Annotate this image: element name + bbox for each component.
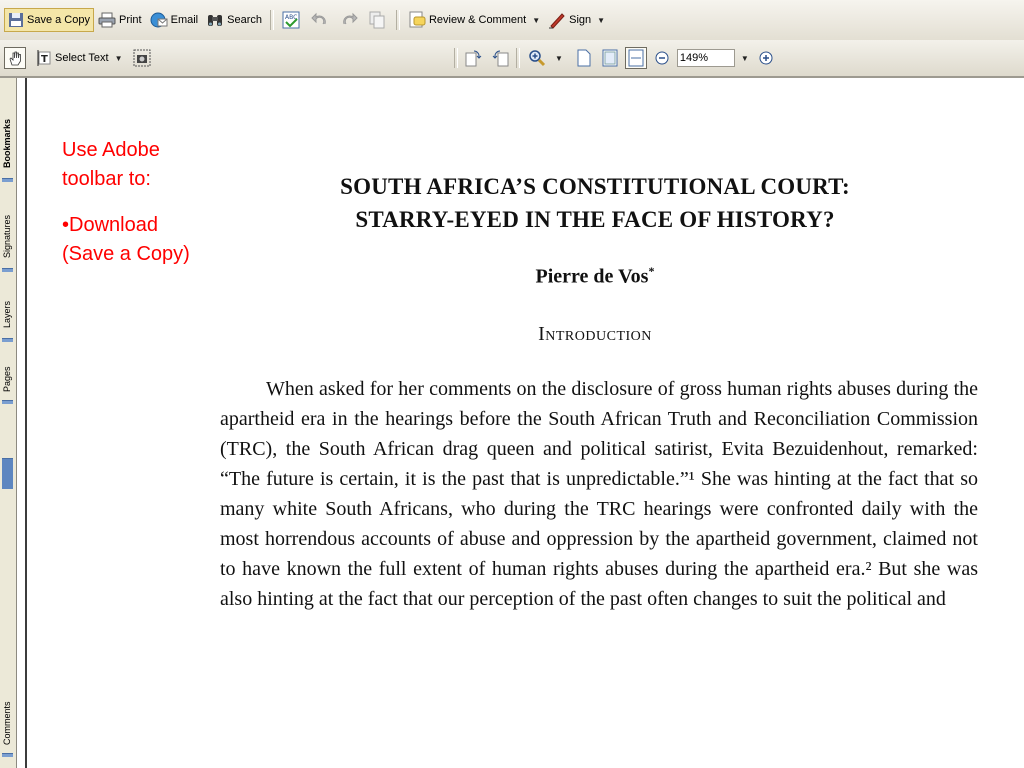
author-name: Pierre de Vos — [535, 265, 649, 288]
print-label: Print — [118, 14, 142, 26]
panel-resize-handle[interactable] — [2, 458, 13, 489]
annotation-line-2: •Download (Save a Copy) — [62, 214, 190, 265]
email-button[interactable] — [146, 9, 203, 31]
panel-grip[interactable] — [2, 338, 13, 342]
printer-icon — [98, 12, 116, 28]
toolbar-separator — [454, 48, 458, 68]
copy-button[interactable] — [365, 9, 392, 31]
save-copy-label: Save a Copy — [27, 14, 90, 26]
author-footnote-mark: * — [648, 264, 655, 278]
undo-button[interactable] — [307, 9, 336, 31]
svg-text:ABC: ABC — [284, 14, 298, 21]
tab-comments[interactable] — [0, 683, 15, 745]
tab-bookmarks[interactable] — [0, 80, 15, 172]
actual-size-button[interactable] — [573, 47, 595, 69]
undo-icon — [311, 12, 329, 28]
zoom-in-icon — [759, 51, 773, 65]
panel-grip[interactable] — [2, 753, 13, 757]
redo-button[interactable] — [336, 9, 365, 31]
rotate-counterclockwise-button[interactable] — [490, 47, 512, 69]
fit-page-button[interactable] — [599, 47, 621, 69]
tab-comments-label: Comments — [2, 701, 12, 745]
search-button[interactable] — [202, 9, 266, 31]
section-heading: Introduction — [538, 322, 652, 345]
text-cursor-icon — [36, 49, 52, 67]
zoom-out-icon — [655, 51, 669, 65]
zoom-in-button[interactable] — [755, 47, 777, 69]
copy-icon — [369, 11, 385, 29]
secondary-toolbar-row-right — [450, 46, 777, 70]
zoom-out-button[interactable] — [651, 47, 673, 69]
zoom-level-input[interactable] — [677, 49, 735, 67]
sign-button[interactable] — [544, 9, 609, 31]
chevron-down-icon[interactable]: ▼ — [114, 53, 123, 63]
toolbar-separator — [396, 10, 400, 30]
review-comment-label: Review & Comment — [428, 14, 527, 26]
zoom-dropdown-chevron-icon[interactable]: ▼ — [740, 53, 749, 63]
tab-bookmarks-label: Bookmarks — [2, 118, 12, 168]
pen-icon — [548, 11, 566, 29]
save-copy-button[interactable] — [4, 8, 94, 32]
redo-icon — [340, 12, 358, 28]
toolbar-separator — [516, 48, 520, 68]
spell-check-icon — [282, 11, 300, 29]
spell-check-button[interactable] — [278, 9, 307, 31]
main-toolbar-row — [4, 8, 609, 32]
zoom-in-tool-button[interactable] — [524, 47, 567, 69]
document-author — [210, 264, 980, 289]
binoculars-icon — [206, 12, 224, 28]
select-text-label: Select Text — [55, 52, 109, 64]
email-label: Email — [170, 14, 199, 26]
document-page — [210, 170, 980, 614]
panel-grip[interactable] — [2, 400, 13, 404]
svg-text:T: T — [41, 54, 48, 65]
chevron-down-icon[interactable]: ▼ — [597, 15, 606, 25]
body-paragraph: When asked for her comments on the disclosure of gross human rights abuses during the apartheid era in the hearings before the South African Truth and Reconciliation Commission (TRC), the South African drag queen and political satirist, Evita Bezuidenhout, remarked: “The future is certain, it is the past that is unpredictable.”¹ She was hinting at the fact that so many white South Africans, who during the TRC hearings were confronted daily with the most horrendous accounts of abuse and oppression by the apartheid government, claimed not to have known the full extent of human rights abuses during the apartheid era.² But she was also hinting at the fact that our perception of the past often changes to suit the political and — [220, 377, 978, 610]
panel-grip[interactable] — [2, 268, 13, 272]
document-title — [210, 170, 980, 236]
tab-layers[interactable] — [0, 276, 15, 332]
tab-layers-label: Layers — [2, 300, 12, 328]
select-text-button[interactable] — [32, 47, 127, 69]
fit-width-button[interactable] — [625, 47, 647, 69]
review-comment-button[interactable] — [404, 9, 544, 31]
sign-label: Sign — [569, 14, 592, 26]
rotate-counterclockwise-icon — [492, 49, 510, 67]
panel-grip[interactable] — [2, 178, 13, 182]
tab-pages-label: Pages — [2, 366, 12, 392]
floppy-disk-icon — [8, 12, 24, 28]
page-icon — [577, 49, 591, 67]
fit-page-icon — [602, 49, 618, 67]
tab-pages[interactable] — [0, 346, 15, 396]
chevron-down-icon[interactable]: ▼ — [555, 53, 563, 63]
secondary-toolbar-row-left — [4, 46, 153, 70]
toolbar-separator — [270, 10, 274, 30]
chevron-down-icon[interactable]: ▼ — [532, 15, 541, 25]
document-title-line-1: SOUTH AFRICA’S CONSTITUTIONAL COURT: — [340, 174, 850, 199]
print-button[interactable] — [94, 9, 146, 31]
rotate-clockwise-icon — [464, 49, 482, 67]
hand-tool-button[interactable] — [4, 47, 26, 69]
camera-icon — [133, 49, 151, 67]
email-icon — [150, 12, 168, 28]
annotation-line-1: Use Adobe toolbar to: — [62, 139, 160, 190]
snapshot-tool-button[interactable] — [131, 47, 153, 69]
rotate-clockwise-button[interactable] — [462, 47, 484, 69]
review-comment-icon — [408, 11, 426, 29]
document-body — [220, 374, 978, 614]
fit-width-icon — [628, 49, 644, 67]
tab-signatures[interactable] — [0, 186, 15, 256]
document-title-line-2: STARRY-EYED IN THE FACE OF HISTORY? — [355, 207, 835, 232]
magnifier-plus-icon — [528, 49, 546, 67]
hand-icon — [7, 50, 23, 66]
navigation-panel — [0, 78, 17, 768]
panel-divider — [17, 78, 27, 768]
tab-signatures-label: Signatures — [2, 214, 12, 258]
search-label: Search — [227, 14, 262, 26]
